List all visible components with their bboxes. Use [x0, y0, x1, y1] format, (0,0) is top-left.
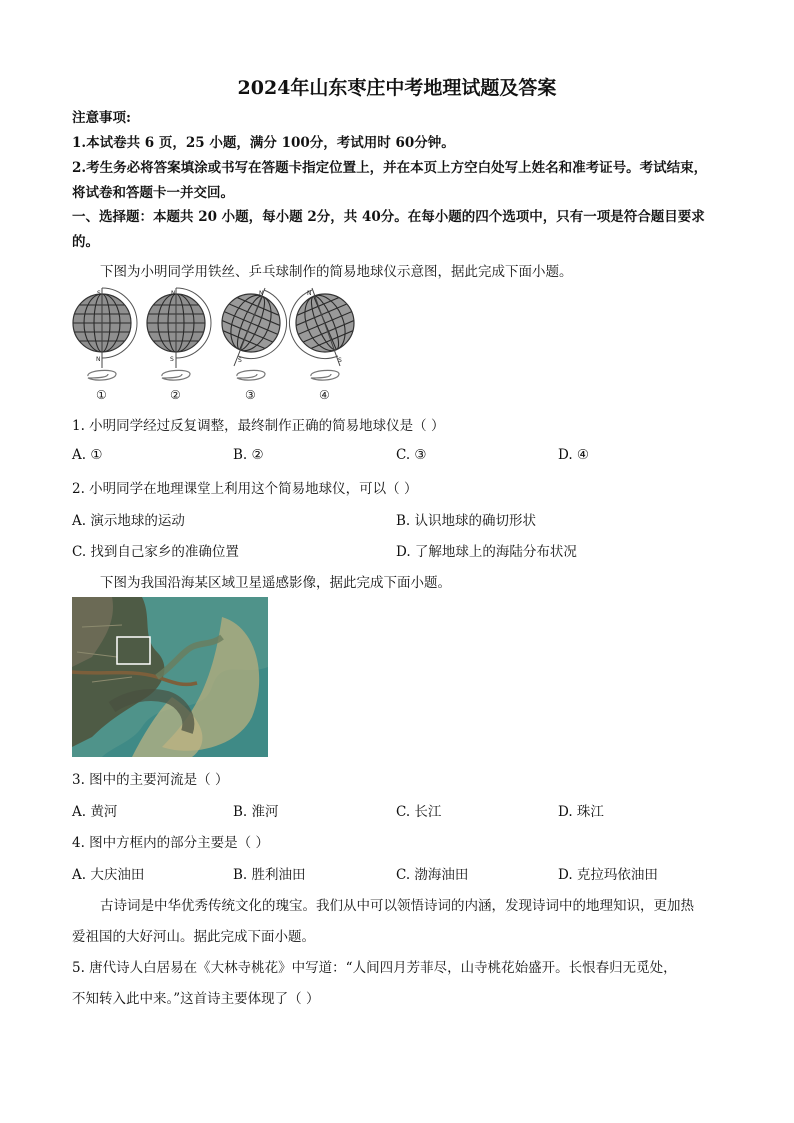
q1-option-c[interactable]: C. ③: [396, 447, 427, 463]
globe-2-n-label: N: [171, 290, 176, 297]
q5-stem-line1: 5. 唐代诗人白居易在《大林寺桃花》中写道：“人间四月芳菲尽，山寺桃花始盛开。长恨春归无觅处，: [72, 960, 677, 976]
satellite-image: [72, 597, 268, 757]
q3-stem: 3. 图中的主要河流是（ ）: [72, 772, 229, 788]
q4-option-c[interactable]: C. 渤海油田: [396, 867, 469, 883]
q4-stem: 4. 图中方框内的部分主要是（ ）: [72, 835, 269, 851]
intro-globe: 下图为小明同学用铁丝、乒乓球制作的简易地球仪示意图，据此完成下面小题。: [100, 264, 573, 280]
section1-heading-line2: 的。: [72, 234, 99, 250]
globe-2-s-label: S: [170, 356, 174, 363]
q1-option-d[interactable]: D. ④: [558, 447, 590, 463]
q2-stem: 2. 小明同学在地理课堂上利用这个简易地球仪，可以（ ）: [72, 481, 418, 497]
globe-label-2: ②: [170, 388, 181, 402]
globe-label-4: ④: [319, 388, 330, 402]
q2-option-b[interactable]: B. 认识地球的确切形状: [396, 513, 537, 529]
globe-icon: [273, 286, 368, 380]
notice-item-2-line1: 2.考生务必将答案填涂或书写在答题卡指定位置上，并在本页上方空白处写上姓名和准考证号。考试结束，: [72, 160, 708, 176]
globe-4-s-label: S: [338, 357, 342, 364]
q2-option-c[interactable]: C. 找到自己家乡的准确位置: [72, 544, 239, 560]
q3-option-c[interactable]: C. 长江: [396, 804, 442, 820]
q2-option-d[interactable]: D. 了解地球上的海陆分布状况: [396, 544, 577, 560]
globe-1-n-label: N: [96, 356, 101, 363]
q4-option-a[interactable]: A. 大庆油田: [72, 867, 145, 883]
intro-satellite: 下图为我国沿海某区域卫星遥感影像，据此完成下面小题。: [100, 575, 451, 591]
q2-option-a[interactable]: A. 演示地球的运动: [72, 513, 185, 529]
globe-label-3: ③: [245, 388, 256, 402]
intro-poetry-line2: 爱祖国的大好河山。据此完成下面小题。: [72, 929, 315, 945]
globe-label-1: ①: [96, 388, 107, 402]
globe-3-s-label: S: [238, 357, 242, 364]
q1-option-a[interactable]: A. ①: [72, 447, 103, 463]
globe-4-n-label: N: [307, 290, 312, 297]
globe-figure: [68, 286, 368, 404]
q4-option-b[interactable]: B. 胜利油田: [233, 867, 306, 883]
globe-3-n-label: N: [259, 290, 264, 297]
q3-option-a[interactable]: A. 黄河: [72, 804, 118, 820]
globe-icon: [199, 286, 302, 380]
globe-1-s-label: S: [97, 290, 101, 297]
section1-heading-line1: 一、选择题：本题共 20 小题，每小题 2分，共 40分。在每小题的四个选项中，只有一项是符合题目要求: [72, 209, 705, 225]
globe-icon: [68, 288, 138, 380]
notice-heading: 注意事项:: [72, 110, 131, 126]
q5-stem-line2: 不知转入此中来。”这首诗主要体现了（ ）: [72, 991, 320, 1007]
page-title: 2024年山东枣庄中考地理试题及答案: [237, 77, 557, 99]
intro-poetry-line1: 古诗词是中华优秀传统文化的瑰宝。我们从中可以领悟诗词的内涵，发现诗词中的地理知识，更加热: [100, 898, 694, 914]
q1-stem: 1. 小明同学经过反复调整，最终制作正确的简易地球仪是（ ）: [72, 418, 445, 434]
q3-option-b[interactable]: B. 淮河: [233, 804, 279, 820]
q1-option-b[interactable]: B. ②: [233, 447, 264, 463]
q4-option-d[interactable]: D. 克拉玛依油田: [558, 867, 658, 883]
notice-item-2-line2: 将试卷和答题卡一并交回。: [72, 185, 234, 201]
notice-item-1: 1.本试卷共 6 页，25 小题，满分 100分，考试用时 60分钟。: [72, 135, 455, 151]
q3-option-d[interactable]: D. 珠江: [558, 804, 604, 820]
globe-icon: [142, 288, 212, 380]
